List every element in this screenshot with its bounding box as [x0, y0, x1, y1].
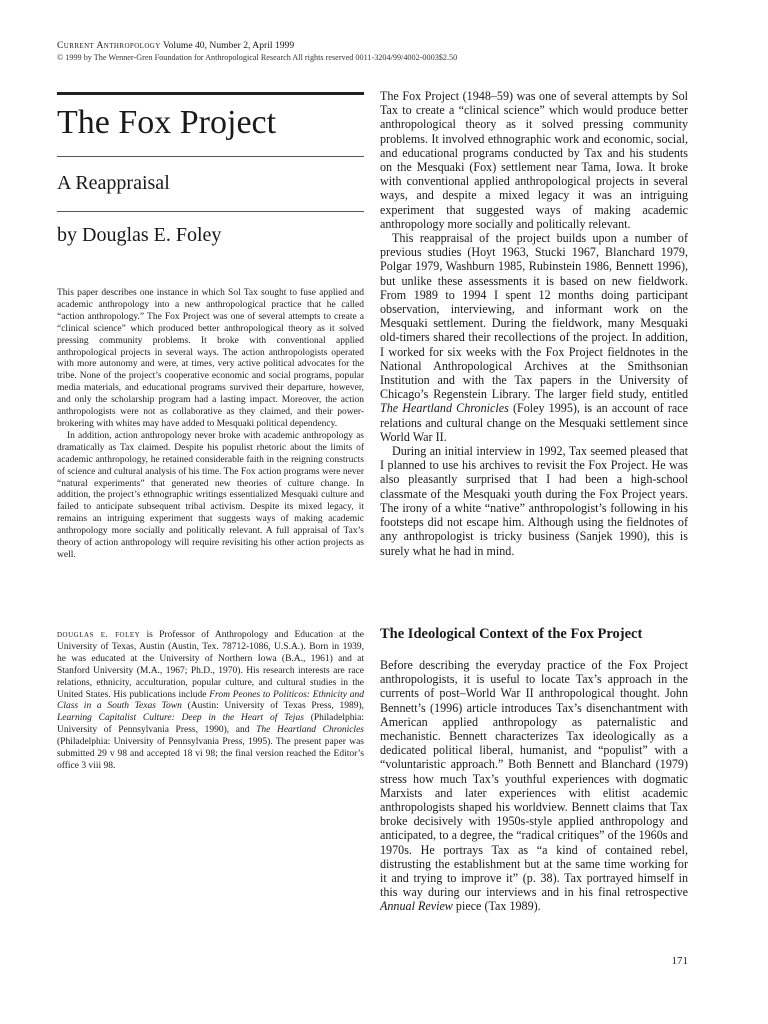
- title-block: [57, 92, 364, 247]
- bio-book-3: The Heartland Chronicles: [256, 725, 364, 736]
- abstract-paragraph-1: This paper describes one instance in which Sol Tax sought to fuse applied and academic anthropology into a new anthropological practice that he called “action anthropology.” The Fox Project was one of several attempts to create a “clinical science” which produced better anthropological theory as it solved pressing community problems. It broke with conventional applied anthropological projects in several ways. The action anthropologists operated with more autonomy and were, at times, very active political advocates for the tribe. None of the project’s cooperative economic and social programs, popular media materials, and educational programs survived their departure, however, and only the scholarship program had a lasting impact. Moreover, the action anthropologists were not as collaborative as they claimed, and their power-brokering with whites may have added to Mesquaki political dependency.: [57, 288, 364, 429]
- journal-header: [57, 40, 577, 63]
- body-column-top: [380, 89, 688, 558]
- bio-book-1: From Peones to Politicos: Ethnicity and Class in a South Texas Town: [57, 689, 364, 712]
- body-paragraph-2: [380, 231, 688, 444]
- section-heading: The Ideological Context of the Fox Project: [380, 626, 643, 642]
- bio-text-2: (Austin: University of Texas Press, 1989),: [181, 701, 364, 712]
- bio-book-2: Learning Capitalist Culture: Deep in the Heart of Tejas: [57, 713, 304, 724]
- body-paragraph-2-b: (Foley 1995), is an account of race relations and cultural change on the Mesquaki settlement since World War II.: [380, 401, 688, 444]
- body-paragraph-1: The Fox Project (1948–59) was one of several attempts by Sol Tax to create a “clinical science” which would produce better anthropological theory as it solved pressing community problems. It involved ethnographic work and economic, social, and educational programs conducted by Tax and his students on the Mesquaki (Fox) settlement near Tama, Iowa. It broke with conventional applied anthropological projects in several ways, and despite a mixed legacy it was an intriguing experiment that suggested ways of making academic anthropology more socially and politically relevant.: [380, 89, 688, 231]
- journal-line: [57, 40, 577, 52]
- abstract: [57, 288, 364, 562]
- body-paragraph-4-b: piece (Tax 1989).: [452, 899, 541, 914]
- copyright-line: © 1999 by The Wenner-Gren Foundation for Anthropological Research All rights reserved 0011-3204/99/4002-0003$2.50: [57, 53, 458, 62]
- bio-author-name: douglas e. foley: [57, 630, 141, 640]
- abstract-paragraph-2: In addition, action anthropology never broke with academic anthropology as dramatically as Tax claimed. Despite his populist rhetoric about the limits of academic anthropology, he retained considerable faith in the reigning constructs of science and cultural analysis of his time. The Fox action programs were never “natural experiments” that generated new theories of culture change. In addition, the project’s ethnographic writings essentialized Mesquaki culture and failed to anticipate subsequent tribal activism. Despite its mixed legacy, it remains an intriguing experiment that suggests ways of making academic anthropology more socially and politically relevant. A full appraisal of Tax’s theory of action anthropology will require revisiting his other action projects as well.: [57, 430, 364, 560]
- article-byline: by Douglas E. Foley: [57, 224, 222, 246]
- page-number: 171: [671, 955, 688, 967]
- bio-text-3: (Philadelphia: University of Pennsylvania Press, 1990), and: [57, 713, 365, 736]
- body-paragraph-4-a: Before describing the everyday practice of the Fox Project anthropologists, it is useful to locate Tax’s approach in the currents of post–World War II anthropological thought. John Bennett’s (1996) article introduces Tax’s disenchantment with American applied anthropology as paternalistic and mechanistic. Bennett characterizes Tax ideologically as a dedicated political liberal, humanist, and “populist” with a “voluntaristic approach.” Both Bennett and Blanchard (1979) stress how much Tax’s youthful experiences with dogmatic Marxists and later experiences with elitist academic anthropologists shaped his worldview. Bennett claims that Tax broke decisively with 1950s-style applied anthropology and anticipated, to a degree, the “radical critiques” of the 1960s and 1970s. He portrays Tax as “a kind of contained rebel, distrusting the establishment but at the same time working for it and trying to improve it” (p. 38). Tax portrayed himself in this way during our interviews and in his final retrospective: [380, 658, 688, 900]
- body-paragraph-4-title: Annual Review: [380, 899, 453, 914]
- journal-name: Current Anthropology: [57, 40, 161, 51]
- body-paragraph-4: [380, 658, 688, 914]
- body-paragraph-2-a: This reappraisal of the project builds upon a number of previous studies (Hoyt 1963, Stucki 1967, Blanchard 1979, Polgar 1979, Washburn 1985, Rubinstein 1986, Bennett 1996), but unlike these assessments it is based on new fieldwork. From 1989 to 1994 I spent 12 months doing participant observation, interviewing, and informant work on the Mesquaki settlement. During the fieldwork, many Mesquaki old-timers shared their recollections of the project. In addition, I worked for six weeks with the Fox Project fieldnotes in the National Anthropological Archives at the Smithsonian Institution and with the Tax papers in the University of Chicago’s Regenstein Library. The larger field study, entitled: [380, 231, 688, 402]
- subtitle-rule: [57, 211, 364, 212]
- title-rule-top: [57, 92, 364, 95]
- article-title: The Fox Project: [57, 104, 277, 141]
- journal-issue: Volume 40, Number 2, April 1999: [162, 40, 295, 51]
- bio-text-1: is Professor of Anthropology and Education at the University of Texas, Austin (Austin, Tex. 78712-1086, U.S.A.). Born in 1939, he was educated at the University of Northern Iowa (B.A., 1961) and at Stanford University (M.A., 1967; Ph.D., 1970). His research interests are race relations, ethnicity, acculturation, popular culture, and cultural studies in the United States. His publications include: [57, 630, 364, 700]
- article-subtitle: A Reappraisal: [57, 172, 170, 194]
- bio-text-4: (Philadelphia: University of Pennsylvania Press, 1995). The present paper was submitted 29 v 98 and accepted 18 vi 98; the final version reached the Editor’s office 3 viii 98.: [57, 737, 364, 771]
- body-paragraph-2-title: The Heartland Chronicles: [380, 401, 509, 416]
- body-column-bottom: [380, 658, 688, 914]
- author-bio: [57, 630, 364, 773]
- body-paragraph-3: During an initial interview in 1992, Tax seemed pleased that I planned to use his archives to revisit the Fox Project. He was also pleasantly surprised that I had been a high-school classmate of the Mesquaki youth during the Fox Project years. The irony of a white “native” anthropologist’s following in his footsteps did not escape him. Although using the fieldnotes of any anthropologist is tricky business (Sanjek 1990), this is surely what he had in mind.: [380, 444, 688, 558]
- title-rule-mid: [57, 156, 364, 157]
